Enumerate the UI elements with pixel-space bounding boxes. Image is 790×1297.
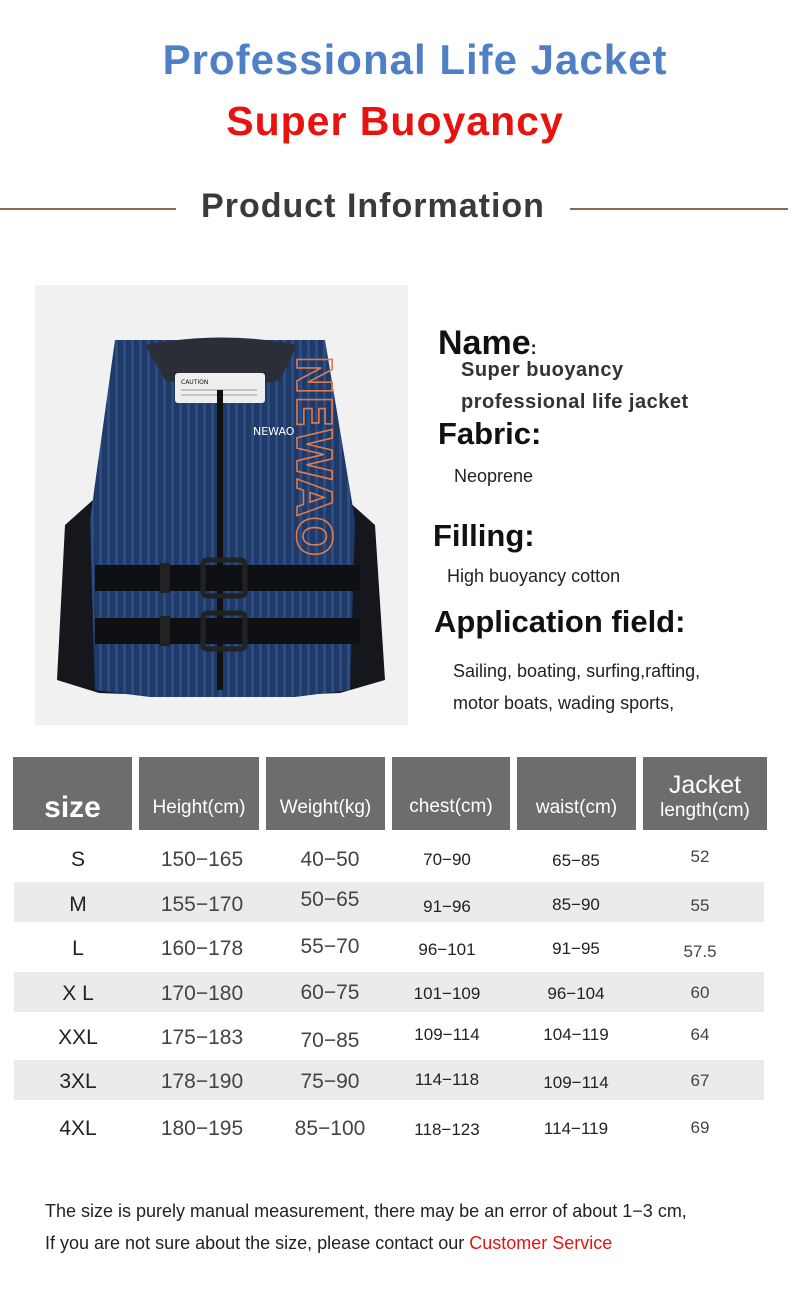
chest-cell: 118−123: [414, 1120, 480, 1139]
waist-cell: 114−119: [543, 1119, 609, 1138]
size-cell: 4XL: [59, 1117, 97, 1140]
height-header: Height(cm): [139, 757, 259, 830]
weight-cell: 60−75: [300, 981, 360, 1004]
section-divider-right: [570, 208, 788, 210]
fabric-value: Neoprene: [454, 466, 534, 486]
chest-header: chest(cm): [392, 757, 510, 830]
application-value-line1: Sailing, boating, surfing,rafting,: [453, 661, 701, 681]
chest-cell: 70−90: [423, 850, 471, 869]
size-note-line1: The size is purely manual measurement, there may be an error of about 1−3 cm,: [45, 1201, 687, 1221]
length-cell: 64: [690, 1025, 710, 1044]
chest-cell: 101−109: [413, 984, 481, 1003]
chest-cell: 96−101: [418, 940, 476, 959]
height-cell: 155−170: [160, 893, 244, 916]
fabric-heading: Fabric:: [438, 416, 542, 451]
height-cell: 178−190: [160, 1070, 244, 1093]
waist-header: waist(cm): [517, 757, 636, 830]
product-image: [35, 285, 408, 725]
waist-cell: 65−85: [552, 851, 600, 870]
height-cell: 170−180: [160, 982, 244, 1005]
waist-cell: 91−95: [552, 939, 600, 958]
life-vest-illustration: [35, 285, 408, 725]
weight-cell: 40−50: [300, 848, 360, 871]
size-cell: 3XL: [59, 1070, 97, 1093]
name-value-line1: Super buoyancy: [461, 359, 624, 381]
name-heading: Name:: [438, 324, 537, 362]
caution-label: CAUTION: [181, 379, 209, 386]
vest-brand: NEWAO: [253, 425, 295, 438]
name-value-line2: professional life jacket: [461, 391, 689, 413]
vest-side-lettering: NEWAO: [285, 355, 341, 557]
waist-cell: 104−119: [543, 1025, 609, 1044]
length-cell: 57.5: [683, 942, 717, 961]
height-cell: 160−178: [160, 937, 244, 960]
jacket-length-header: Jacket length(cm): [643, 757, 767, 830]
weight-cell: 75−90: [300, 1070, 360, 1093]
size-cell: S: [70, 848, 85, 871]
application-value-line2: motor boats, wading sports,: [453, 693, 675, 713]
chest-cell: 114−118: [414, 1070, 480, 1089]
size-cell: X L: [62, 982, 94, 1005]
height-cell: 150−165: [160, 848, 244, 871]
chest-cell: 109−114: [414, 1025, 480, 1044]
section-title: Product Information: [201, 187, 545, 225]
page-subtitle: Super Buoyancy: [226, 98, 564, 144]
length-cell: 52: [690, 847, 710, 866]
application-heading: Application field:: [434, 604, 686, 639]
weight-header: Weight(kg): [266, 757, 385, 830]
weight-cell: 55−70: [300, 935, 360, 958]
height-cell: 175−183: [160, 1026, 244, 1049]
filling-value: High buoyancy cotton: [447, 566, 621, 586]
weight-cell: 85−100: [294, 1117, 366, 1140]
weight-cell: 70−85: [300, 1029, 360, 1052]
waist-cell: 85−90: [552, 895, 600, 914]
size-cell: L: [72, 937, 84, 960]
size-cell: M: [69, 893, 87, 916]
size-note-line2: If you are not sure about the size, please contact our Customer Service: [45, 1233, 613, 1253]
size-header: size: [13, 757, 132, 830]
chest-cell: 91−96: [423, 897, 471, 916]
size-cell: XXL: [58, 1026, 98, 1049]
length-cell: 67: [690, 1071, 710, 1090]
height-cell: 180−195: [160, 1117, 244, 1140]
customer-service-link[interactable]: Customer Service: [469, 1233, 613, 1253]
waist-cell: 109−114: [543, 1073, 609, 1092]
weight-cell: 50−65: [300, 888, 360, 911]
page-title: Professional Life Jacket: [162, 36, 668, 83]
filling-heading: Filling:: [433, 518, 535, 553]
waist-cell: 96−104: [547, 984, 605, 1003]
length-cell: 55: [690, 896, 710, 915]
length-cell: 60: [690, 983, 710, 1002]
length-cell: 69: [690, 1118, 710, 1137]
